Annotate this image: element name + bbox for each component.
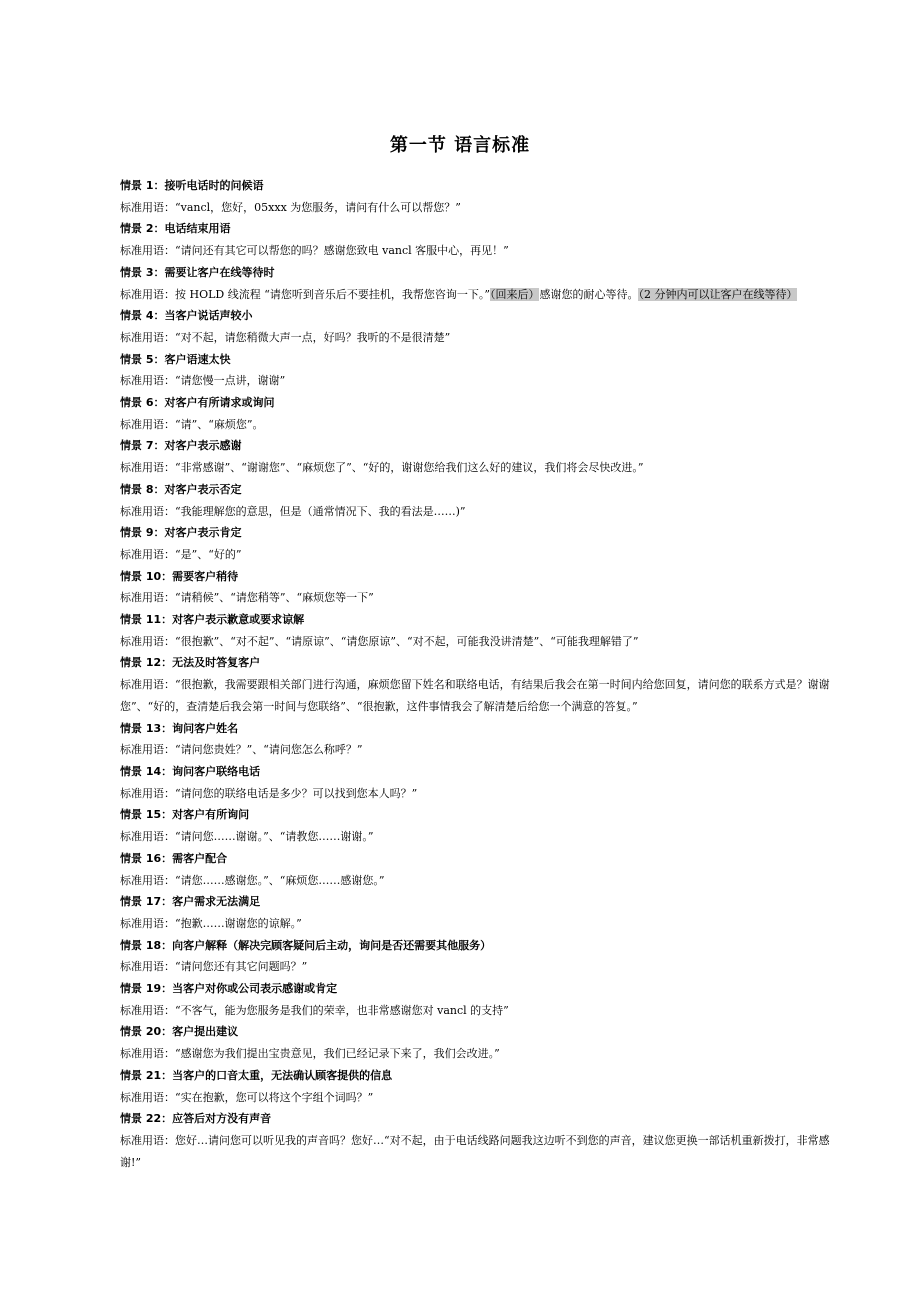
scene-heading: 情景 17：客户需求无法满足 bbox=[120, 895, 261, 909]
scene-heading: 情景 16：需客户配合 bbox=[120, 851, 228, 865]
scene-standard-phrase bbox=[120, 1130, 840, 1173]
scene-heading: 情景 15：对客户有所询问 bbox=[120, 808, 250, 822]
scene-heading: 情景 14：询问客户联络电话 bbox=[120, 764, 261, 778]
scene-standard-phrase bbox=[120, 284, 840, 306]
scene-standard-phrase bbox=[120, 1000, 840, 1022]
scene-standard-phrase bbox=[120, 783, 840, 805]
phrase-text: 标准用语：“抱歉……谢谢您的谅解。” bbox=[120, 916, 302, 930]
phrase-text: 标准用语：“实在抱歉，您可以将这个字组个词吗？” bbox=[120, 1090, 374, 1104]
scene-standard-phrase bbox=[120, 197, 840, 219]
phrase-text: 标准用语：“请问还有其它可以帮您的吗？感谢您致电 vancl 客服中心，再见！” bbox=[120, 244, 509, 258]
phrase-text: 标准用语：“很抱歉，我需要跟相关部门进行沟通，麻烦您留下姓名和联络电话，有结果后我会在第一时间内给您回复，请问您的联系方式是？谢谢您”、“好的，查清楚后我会第一时间与您联络”、“很抱歉，这件事情我会了解清楚后给您一个满意的答复。” bbox=[120, 678, 830, 713]
phrase-text: 标准用语：“感谢您为我们提出宝贵意见，我们已经记录下来了，我们会改进。” bbox=[120, 1047, 500, 1061]
scene-item bbox=[120, 978, 840, 1021]
phrase-text: 标准用语：“是”、“好的” bbox=[120, 547, 242, 561]
scene-heading: 情景 21：当客户的口音太重，无法确认顾客提供的信息 bbox=[120, 1068, 393, 1082]
phrase-text: 标准用语：“对不起，请您稍微大声一点，好吗？我听的不是很清楚” bbox=[120, 330, 451, 344]
scene-item bbox=[120, 935, 840, 978]
scene-heading: 情景 4：当客户说话声较小 bbox=[120, 309, 253, 323]
scene-heading: 情景 19：当客户对你或公司表示感谢或肯定 bbox=[120, 982, 338, 996]
scene-item bbox=[120, 435, 840, 478]
scene-standard-phrase bbox=[120, 587, 840, 609]
page-title: 第一节 语言标准 bbox=[389, 135, 531, 156]
scene-standard-phrase bbox=[120, 327, 840, 349]
scene-heading: 情景 7：对客户表示感谢 bbox=[120, 439, 242, 453]
scene-heading: 情景 5：客户语速太快 bbox=[120, 352, 231, 366]
scene-item bbox=[120, 804, 840, 847]
phrase-text: 标准用语：“很抱歉”、“对不起”、“请原谅”、“请您原谅”、“对不起，可能我没讲清楚”、“可能我理解错了” bbox=[120, 634, 639, 648]
scene-heading: 情景 13：询问客户姓名 bbox=[120, 721, 239, 735]
scene-standard-phrase bbox=[120, 870, 840, 892]
phrase-text: 标准用语：您好…请问您可以听见我的声音吗？您好…“对不起，由于电话线路问题我这边听不到您的声音，建议您更换一部话机重新拨打，非常感谢!” bbox=[120, 1133, 830, 1169]
scene-standard-phrase bbox=[120, 739, 840, 761]
scene-item bbox=[120, 718, 840, 761]
scene-heading: 情景 1：接听电话时的问候语 bbox=[120, 179, 264, 192]
scene-heading: 情景 6：对客户有所请求或询问 bbox=[120, 396, 275, 410]
scene-item bbox=[120, 175, 840, 218]
scene-standard-phrase bbox=[120, 826, 840, 848]
scene-item bbox=[120, 848, 840, 891]
scene-item bbox=[120, 218, 840, 261]
scene-heading: 情景 11：对客户表示歉意或要求谅解 bbox=[120, 613, 305, 627]
phrase-text: 感谢您的耐心等待。 bbox=[539, 287, 639, 301]
phrase-text: 标准用语：“请”、“麻烦您”。 bbox=[120, 417, 264, 431]
highlighted-note: （2 分钟内可以让客户在线等待） bbox=[638, 287, 798, 301]
phrase-text: 标准用语：“请问您贵姓？”、“请问您怎么称呼？” bbox=[120, 743, 363, 757]
phrase-text: 标准用语：“我能理解您的意思，但是（通常情况下、我的看法是……)” bbox=[120, 504, 466, 518]
phrase-text: 标准用语：“请您……感谢您。”、“麻烦您……感谢您。” bbox=[120, 873, 385, 887]
scene-item bbox=[120, 891, 840, 934]
scene-item bbox=[120, 761, 840, 804]
scene-standard-phrase bbox=[120, 913, 840, 935]
scene-item bbox=[120, 1021, 840, 1064]
scene-item bbox=[120, 566, 840, 609]
scene-item bbox=[120, 262, 840, 305]
scene-standard-phrase bbox=[120, 370, 840, 392]
scene-heading: 情景 18：向客户解释（解决完顾客疑问后主动，询问是否还需要其他服务） bbox=[120, 938, 492, 952]
scene-heading: 情景 12：无法及时答复客户 bbox=[120, 656, 261, 670]
scene-heading: 情景 9：对客户表示肯定 bbox=[120, 526, 242, 540]
scene-standard-phrase bbox=[120, 501, 840, 523]
highlighted-note: （回来后） bbox=[489, 287, 540, 301]
scene-item bbox=[120, 305, 840, 348]
scene-item bbox=[120, 349, 840, 392]
phrase-text: 标准用语：“请稍候”、“请您稍等”、“麻烦您等一下” bbox=[120, 591, 374, 605]
phrase-text: 标准用语：“请问您……谢谢。”、“请教您……谢谢。” bbox=[120, 830, 374, 844]
phrase-text: 标准用语：“不客气，能为您服务是我们的荣幸，也非常感谢您对 vancl 的支持” bbox=[120, 1003, 509, 1017]
phrase-text: 标准用语：“请您慢一点讲，谢谢” bbox=[120, 374, 286, 388]
scene-standard-phrase bbox=[120, 240, 840, 262]
scene-item bbox=[120, 522, 840, 565]
phrase-text: 标准用语：“请问您还有其它问题吗？” bbox=[120, 960, 308, 974]
scene-heading: 情景 22：应答后对方没有声音 bbox=[120, 1112, 272, 1126]
phrase-text: 标准用语：“非常感谢”、“谢谢您”、“麻烦您了”、“好的，谢谢您给我们这么好的建议，我们将会尽快改进。” bbox=[120, 461, 644, 475]
phrase-text: 标准用语：“请问您的联络电话是多少？可以找到您本人吗？” bbox=[120, 786, 418, 800]
scene-heading: 情景 2：电话结束用语 bbox=[120, 222, 231, 236]
scene-standard-phrase bbox=[120, 1043, 840, 1065]
scene-heading: 情景 10：需要客户稍待 bbox=[120, 569, 239, 583]
scene-item bbox=[120, 1065, 840, 1108]
scene-list bbox=[120, 175, 840, 1173]
scene-standard-phrase bbox=[120, 674, 840, 717]
phrase-text: 标准用语：按 HOLD 线流程 “请您听到音乐后不要挂机，我帮您咨询一下。” bbox=[120, 287, 490, 301]
phrase-text: 标准用语：“vancl，您好，05xxx 为您服务，请问有什么可以帮您？” bbox=[120, 200, 461, 214]
scene-standard-phrase bbox=[120, 631, 840, 653]
scene-item bbox=[120, 392, 840, 435]
scene-standard-phrase bbox=[120, 414, 840, 436]
scene-item bbox=[120, 479, 840, 522]
scene-heading: 情景 3：需要让客户在线等待时 bbox=[120, 265, 275, 279]
scene-standard-phrase bbox=[120, 956, 840, 978]
scene-standard-phrase bbox=[120, 457, 840, 479]
scene-item bbox=[120, 1108, 840, 1173]
scene-standard-phrase bbox=[120, 544, 840, 566]
scene-standard-phrase bbox=[120, 1087, 840, 1109]
scene-heading: 情景 20：客户提出建议 bbox=[120, 1025, 239, 1039]
scene-item bbox=[120, 652, 840, 717]
scene-item bbox=[120, 609, 840, 652]
scene-heading: 情景 8：对客户表示否定 bbox=[120, 482, 242, 496]
